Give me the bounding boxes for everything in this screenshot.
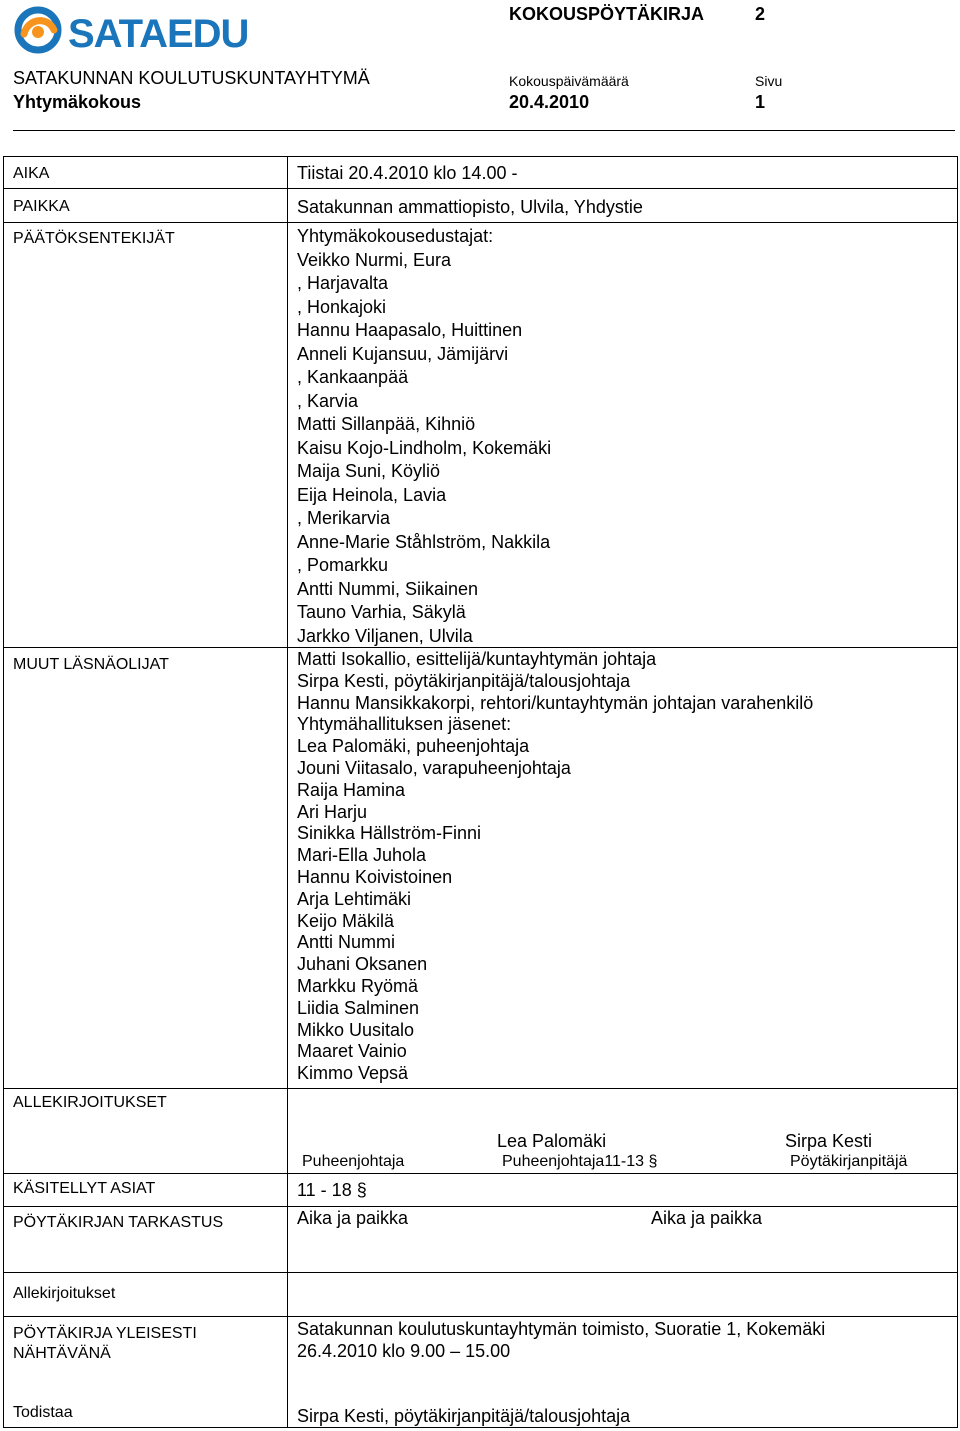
list-item: Raija Hamina — [297, 779, 406, 800]
allekirjoitukset-small-label: Allekirjoitukset — [13, 1285, 116, 1302]
list-item: Keijo Mäkilä — [297, 910, 395, 931]
other-attendees-list — [297, 649, 813, 1085]
sataedu-logo — [14, 4, 254, 60]
list-item: Yhtymäkokousedustajat: — [297, 226, 494, 246]
list-item: , Pomarkku — [297, 555, 389, 575]
muut-lasnaolijat-label: MUUT LÄSNÄOLIJAT — [13, 656, 169, 673]
list-item: Markku Ryömä — [297, 975, 419, 996]
header-divider — [13, 130, 955, 131]
list-item: Matti Sillanpää, Kihniö — [297, 414, 476, 434]
list-item: Eija Heinola, Lavia — [297, 484, 447, 505]
list-item: Kimmo Vepsä — [297, 1063, 409, 1084]
list-item: Matti Isokallio, esittelijä/kuntayhtymän johtaja — [297, 649, 657, 669]
kasitellyt-asiat-label: KÄSITELLYT ASIAT — [13, 1180, 156, 1197]
document-type: KOKOUSPÖYTÄKIRJA — [509, 4, 705, 24]
signature-name-chair: Lea Palomäki — [497, 1131, 607, 1151]
list-item: Lea Palomäki, puheenjohtaja — [297, 736, 530, 757]
list-item: Mikko Uusitalo — [297, 1019, 415, 1040]
signature-name-secretary: Sirpa Kesti — [785, 1131, 873, 1151]
signature-role-chair-sections: Puheenjohtaja11-13 § — [502, 1153, 658, 1170]
list-item: Anne-Marie Ståhlström, Nakkila — [297, 531, 551, 552]
list-item: Jarkko Viljanen, Ulvila — [297, 625, 473, 646]
list-item: Antti Nummi — [297, 932, 396, 953]
list-item: Sirpa Kesti, pöytäkirjanpitäjä/talousjohtaja — [297, 670, 631, 691]
list-item: Veikko Nurmi, Eura — [297, 249, 452, 270]
row-divider — [3, 1206, 958, 1207]
document-number: 2 — [755, 4, 766, 24]
logo-text: SATAEDU — [68, 12, 249, 56]
meeting-name: Yhtymäkokous — [13, 92, 142, 112]
paikka-value: Satakunnan ammattiopisto, Ulvila, Yhdystie — [297, 197, 643, 217]
list-item: Anneli Kujansuu, Jämijärvi — [297, 343, 509, 364]
list-item: Maija Suni, Köyliö — [297, 461, 441, 481]
list-item: , Harjavalta — [297, 273, 389, 293]
list-item: Sinikka Hällström-Finni — [297, 823, 482, 844]
list-item: Hannu Koivistoinen — [297, 866, 453, 887]
todistaa-label: Todistaa — [13, 1404, 73, 1421]
nahtavana-label-line2: NÄHTÄVÄNÄ — [13, 1345, 111, 1362]
column-divider — [287, 1316, 288, 1428]
nahtavana-place: Satakunnan koulutuskuntayhtymän toimisto, Suoratie 1, Kokemäki — [297, 1319, 826, 1339]
column-divider — [287, 1272, 288, 1316]
list-item: Jouni Viitasalo, varapuheenjohtaja — [297, 757, 571, 778]
list-item: , Honkajoki — [297, 296, 387, 317]
list-item: Kaisu Kojo-Lindholm, Kokemäki — [297, 437, 552, 458]
column-divider — [287, 156, 288, 1272]
list-item: Hannu Mansikkakorpi, rehtori/kuntayhtymän johtajan varahenkilö — [297, 692, 814, 713]
meeting-date: 20.4.2010 — [509, 92, 590, 112]
tarkastus-time-place-2: Aika ja paikka — [651, 1208, 763, 1228]
allekirjoitukset-label: ALLEKIRJOITUKSET — [13, 1094, 167, 1111]
list-item: Ari Harju — [297, 801, 368, 822]
row-divider — [3, 188, 958, 189]
nahtavana-label-line1: PÖYTÄKIRJA YLEISESTI — [13, 1325, 197, 1342]
aika-label: AIKA — [13, 165, 50, 182]
row-divider — [3, 1173, 958, 1174]
sataedu-swirl-icon — [14, 4, 64, 56]
list-item: Maaret Vainio — [297, 1041, 407, 1062]
signature-role-secretary: Pöytäkirjanpitäjä — [790, 1153, 908, 1170]
aika-value: Tiistai 20.4.2010 klo 14.00 - — [297, 163, 518, 183]
page-number: 1 — [755, 92, 766, 112]
list-item: Yhtymähallituksen jäsenet: — [297, 714, 512, 735]
list-item: Liidia Salminen — [297, 997, 420, 1018]
date-label: Kokouspäivämäärä — [509, 73, 629, 89]
poytakirjan-tarkastus-label: PÖYTÄKIRJAN TARKASTUS — [13, 1214, 224, 1231]
list-item: Mari-Ella Juhola — [297, 845, 427, 866]
decision-makers-list — [297, 225, 551, 648]
paikka-label: PAIKKA — [13, 198, 70, 215]
page-label: Sivu — [755, 73, 783, 89]
list-item: , Karvia — [297, 390, 359, 411]
row-divider — [3, 222, 958, 223]
list-item: Antti Nummi, Siikainen — [297, 578, 479, 599]
organization-name: SATAKUNNAN KOULUTUSKUNTAYHTYMÄ — [13, 68, 370, 88]
list-item: Tauno Varhia, Säkylä — [297, 602, 466, 622]
row-divider — [3, 1088, 958, 1089]
list-item: Arja Lehtimäki — [297, 888, 412, 909]
kasitellyt-asiat-value: 11 - 18 § — [297, 1180, 367, 1200]
list-item: , Kankaanpää — [297, 367, 409, 387]
nahtavana-time: 26.4.2010 klo 9.00 – 15.00 — [297, 1341, 511, 1361]
paatoksentekijat-label: PÄÄTÖKSENTEKIJÄT — [13, 230, 175, 247]
list-item: Juhani Oksanen — [297, 954, 428, 975]
list-item: Hannu Haapasalo, Huittinen — [297, 320, 523, 340]
list-item: , Merikarvia — [297, 508, 391, 528]
signature-role-chair: Puheenjohtaja — [302, 1153, 405, 1170]
todistaa-value: Sirpa Kesti, pöytäkirjanpitäjä/talousjohtaja — [297, 1406, 631, 1426]
row-divider — [3, 1316, 958, 1317]
row-divider — [3, 1272, 958, 1273]
tarkastus-time-place-1: Aika ja paikka — [297, 1208, 409, 1228]
